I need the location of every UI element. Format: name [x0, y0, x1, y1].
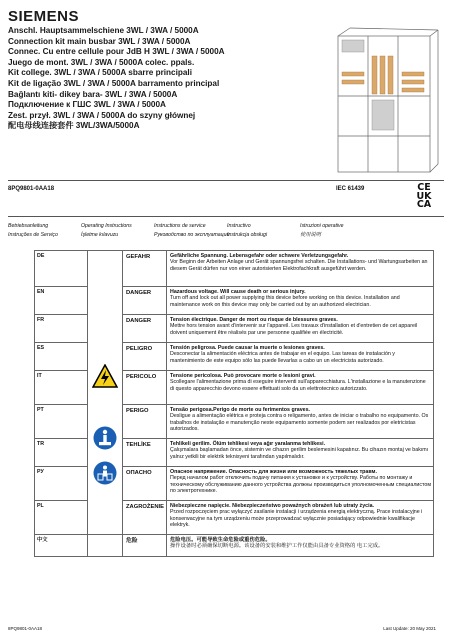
warning-message: [167, 439, 434, 467]
title-pl: Zest. przył. 3WL / 3WA / 5000A do szyny głównej: [8, 110, 196, 120]
title-zh: 配电母线连接套件 3WL/3WA/5000A: [8, 121, 140, 131]
warning-heading: Tensão perigosa.Perigo de morte ou ferimentos graves.: [170, 407, 311, 413]
signal-word: DANGER: [123, 315, 167, 343]
warning-message: [167, 287, 434, 315]
warning-row-de: [35, 251, 434, 287]
lang-code: 中文: [35, 535, 88, 557]
lang-code: РУ: [35, 467, 88, 501]
warning-body: Mettre hors tension avant d'intervenir sur l'appareil. Les travaux d'installation et d'entretien de cet appareil doivent uniquement être réalisés par une personne qualifiée en électricité.: [170, 323, 418, 336]
document-types-row: [8, 222, 448, 231]
title-tr: Bağlantı kiti- dikey bara- 3WL / 3WA / 5000A: [8, 89, 178, 99]
read-manual-icon: [93, 426, 117, 450]
title-es: Juego de mont. 3WL / 3WA / 5000A colec. ppals.: [8, 57, 195, 67]
signal-word: PERICOLO: [123, 371, 167, 405]
warning-body: Desconectar la alimentación eléctrica antes de trabajar en el equipo. Las tareas de instalación y mantenimiento de este equipo sólo las puede llevarlas a cabo un un electricista autorizado.: [170, 351, 395, 364]
title-de: Anschl. Hauptsammelschiene 3WL / 3WA / 5000A: [8, 26, 199, 35]
warning-message: [167, 343, 434, 371]
doc-type: Instructions de service: [154, 223, 206, 229]
switchgear-illustration: [328, 26, 440, 176]
title-it: Kit collegе. 3WL / 3WA / 5000A sbarre principali: [8, 68, 192, 78]
warning-body: Przed rozpoczęciem prac wyłączyć zasilanie instalacji i urządzenia energią elektryczną. Prace instalacyjne i konserwacyjne na tym urządzeniu może przeprowadzać wyłącznie posiadający odpowiednie kwalifikacje elektryk.: [170, 509, 423, 528]
signal-word: ОПАСНО: [123, 467, 167, 501]
signal-word: DANGER: [123, 287, 167, 315]
document-types-row: [8, 231, 448, 240]
doc-type: Instruções de Serviço: [8, 232, 58, 238]
warning-heading: Niebezpieczne napięcie. Niebezpieczeństwo poważnych obrażeń lub utraty życia.: [170, 503, 374, 509]
lang-code: EN: [35, 287, 88, 315]
signal-word: GEFAHR: [123, 251, 167, 287]
signal-word: ZAGROŻENIE: [123, 501, 167, 535]
warning-body: 操作设备时必须确保切断电源。该设备的安装和维护工作仅能由具备专业资格的 电工完成。: [170, 543, 384, 550]
signal-word: 危险: [123, 535, 167, 557]
title-en: Connection kit main busbar 3WL / 3WA / 5000A: [8, 36, 191, 46]
warning-heading: Tensión peligrosa. Puede causar la muerte o lesiones graves.: [170, 345, 325, 351]
warning-body: Çalışmalara başlamadan önce, sistemin ve cihazın gerilim beslemesini kapatınız. Bu cihazın montaj ve bakımı yalnız yetkili bir elektrik teknisyeni tarafından yapılmalıdır.: [170, 447, 429, 460]
warning-message: [167, 467, 434, 501]
lang-code: FR: [35, 315, 88, 343]
doc-type: Руководство по эксплуатации: [154, 232, 230, 238]
warning-message: [167, 405, 434, 439]
lang-code: DE: [35, 251, 88, 287]
warning-symbols-empty: [88, 535, 123, 557]
warning-body: Vor Beginn der Arbeiten Anlage und Gerät spannungsfrei schalten. Die Installations- und Wartungsarbeiten an diesem Gerät dürfen nur von einer autorisierten Elektrofachkraft ausgeführt werden.: [170, 259, 428, 272]
signal-word: PERIGO: [123, 405, 167, 439]
warning-heading: Gefährliche Spannung. Lebensgefahr oder schwere Verletzungsgefahr.: [170, 253, 349, 259]
doc-type: Instructivo: [227, 223, 251, 229]
warning-heading: Tension électrique. Danger de mort ou risque de blessures graves.: [170, 317, 338, 323]
standard: IEC 61439: [336, 186, 365, 192]
ukca-mark-uk: UK: [416, 190, 432, 202]
warning-body: Scollegare l'alimentazione prima di eseguire interventi sull'apparecchiatura. L'installazione e la manutenzione di questo apparecchio devono essere effettuati solo da un elettrotecnico autorizzato.: [170, 379, 426, 392]
doc-type: 使用说明: [300, 232, 321, 238]
lang-code: PL: [35, 501, 88, 535]
signal-word: PELIGRO: [123, 343, 167, 371]
lang-code: IT: [35, 371, 88, 405]
divider: [8, 180, 444, 181]
electrical-hazard-icon: [92, 364, 118, 388]
warning-message: [167, 315, 434, 343]
warning-row-zh: [35, 535, 434, 557]
doc-type: Istruzioni operative: [300, 223, 344, 229]
warning-message: [167, 371, 434, 405]
warning-heading: 危险电压。可能导致生命危险或重伤危险。: [170, 537, 271, 543]
warning-heading: Опасное напряжение. Опасность для жизни или возможность тяжелых травм.: [170, 469, 377, 475]
disconnect-power-icon: [93, 461, 117, 485]
footer-order-number: 8PQ9801-0AA18: [8, 626, 43, 631]
title-pt: Kit de ligação 3WL / 3WA / 5000A barramento principal: [8, 78, 220, 88]
certification-marks: [412, 184, 436, 210]
ukca-mark-ca: CA: [416, 199, 432, 210]
lang-code: PT: [35, 405, 88, 439]
doc-type: Operating Instructions: [81, 223, 132, 229]
warning-heading: Tehlikeli gerilim. Ölüm tehlikesi veya ağır yaralanma tehlikesi.: [170, 441, 326, 447]
title-fr: Connec. Cu entre cellule pour JdB H 3WL / 3WA / 5000A: [8, 47, 225, 57]
signal-word: TEHLİKE: [123, 439, 167, 467]
warning-heading: Hazardous voltage. Will cause death or serious injury.: [170, 289, 306, 295]
document-types: [8, 222, 448, 240]
doc-type: Instrukcja obsługi: [227, 232, 268, 238]
footer-last-update: Last Update: 20 May 2021: [383, 626, 436, 631]
divider: [8, 216, 444, 217]
order-number: 8PQ9801-0AA18: [8, 186, 55, 192]
warning-message: [167, 501, 434, 535]
product-titles: [8, 26, 318, 132]
warning-body: Перед началом работ отключить подачу питания к установке и к устройству. Работы по монтажу и техническому обслуживанию данного устройства должны производиться уполномоченным специалистом по электротехнике.: [170, 475, 431, 494]
doc-type: Betriebsanleitung: [8, 223, 49, 229]
warning-message: [167, 535, 434, 557]
ce-mark: CE: [417, 182, 431, 193]
warning-body: Desligue a alimentação elétrica e proteja contra o religamento, antes de iniciar o trabalho no equipamento. Os trabalhos de instalação e manutenção neste equipamento somente podem ser realizados por eletricistas autorizados.: [170, 413, 429, 432]
warning-heading: Tensione pericolosa. Può provocare morte o lesioni gravi.: [170, 373, 316, 379]
lang-code: TR: [35, 439, 88, 467]
siemens-logo: SIEMENS: [8, 8, 80, 25]
title-ru: Подключение к ГШС 3WL / 3WA / 5000A: [8, 100, 166, 110]
warning-symbols: [88, 251, 123, 535]
safety-warning-table: [34, 250, 434, 557]
warning-message: [167, 251, 434, 287]
lang-code: ES: [35, 343, 88, 371]
warning-body: Turn off and lock out all power supplying this device before working on this device. Installation and maintenance work on this device may only be carried out by an authorized electrician.: [170, 295, 400, 308]
doc-type: İşletme kılavuzu: [81, 232, 119, 238]
